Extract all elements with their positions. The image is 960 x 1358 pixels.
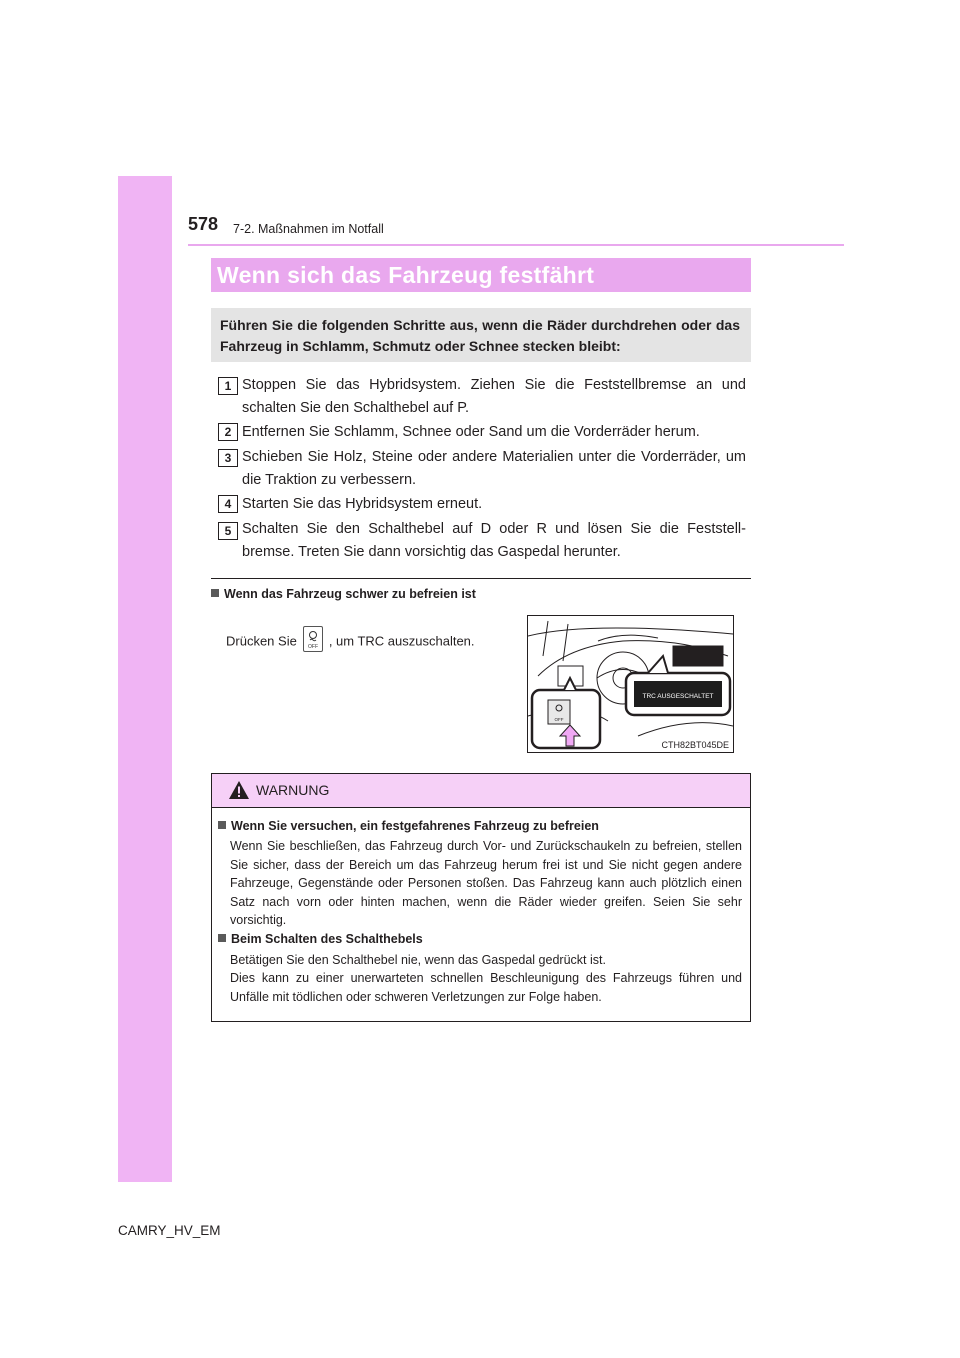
- step-text-2: Entfernen Sie Schlamm, Schnee oder Sand um die Vorderräder herum.: [242, 424, 700, 440]
- step-number-4: 4: [218, 495, 238, 513]
- dashboard-illustration: [527, 615, 734, 753]
- step-text-1: Stoppen Sie das Hybridsystem. Ziehen Sie die Feststellbremse an und schalten Sie den Schalthebel auf P.: [242, 377, 746, 416]
- illustration-code: CTH82BT045DE: [661, 740, 729, 750]
- warning-item-1-heading: [218, 819, 599, 833]
- illustration-off-label: OFF: [554, 717, 564, 722]
- section-title-bar: [211, 258, 751, 292]
- step-number-5: 5: [218, 522, 238, 540]
- warning-triangle-icon: [228, 780, 250, 805]
- warning-item-1-body: Wenn Sie beschließen, das Fahrzeug durch Vor- und Zurückschaukeln zu befreien, stellen Sie sicher, dass der Bereich um das Fahrzeug herum frei ist und Sie nicht gegen andere Fahrzeuge, Gegenstände oder Personen stoßen. Das Fahrzeug kann auch plötzlich einen Satz nach vorn oder hinten machen, wenn die Räder wieder greifen. Seien Sie sehr vorsichtig.: [230, 839, 742, 927]
- warning-item-1-heading-text: Wenn Sie versuchen, ein festgefahrenes Fahrzeug zu befreien: [231, 819, 599, 833]
- intro-text: Führen Sie die folgenden Schritte aus, wenn die Räder durchdrehen oder das Fahrzeug in Schlamm, Schmutz oder Schnee stecken bleibt:: [220, 317, 740, 354]
- square-bullet-icon: [211, 589, 219, 597]
- warning-header: [212, 774, 750, 808]
- chapter-title: 7-2. Maßnahmen im Notfall: [233, 222, 384, 236]
- section-title: Wenn sich das Fahrzeug festfährt: [217, 262, 595, 288]
- step-number-1: 1: [218, 377, 238, 395]
- press-text-after: , um TRC auszuschalten.: [328, 633, 475, 649]
- warning-box: [211, 773, 751, 1022]
- trc-button-label: OFF: [307, 644, 318, 650]
- warning-item-2-body-1: Betätigen Sie den Schalthebel nie, wenn das Gaspedal gedrückt ist.: [230, 953, 606, 967]
- step-text-3: Schieben Sie Holz, Steine oder andere Materialien unter die Vorderräder, um die Traktion zu verbessern.: [242, 449, 746, 488]
- footer-model-code: CAMRY_HV_EM: [118, 1223, 221, 1238]
- warning-title: WARNUNG: [256, 782, 330, 798]
- step-text-4: Starten Sie das Hybridsystem erneut.: [242, 496, 483, 512]
- subsection-heading-text: Wenn das Fahrzeug schwer zu befreien ist: [224, 587, 476, 601]
- trc-off-button-icon: [303, 626, 323, 652]
- warning-item-2-body-2: Dies kann zu einer unerwarteten schnellen Beschleunigung des Fahrzeugs führen und Unfälle mit tödlichen oder schweren Verletzungen zur Folge haben.: [230, 971, 742, 1004]
- subsection-heading: [211, 587, 476, 601]
- trc-instruction: [226, 629, 475, 655]
- intro-box: [211, 308, 751, 362]
- warning-item-2-heading-text: Beim Schalten des Schalthebels: [231, 932, 423, 946]
- square-bullet-icon: [218, 934, 226, 942]
- warning-item-2-heading: [218, 932, 423, 946]
- step-number-3: 3: [218, 449, 238, 467]
- trc-display-message: TRC AUSGESCHALTET: [642, 693, 714, 700]
- dashboard-drawing: [528, 616, 733, 752]
- page-number: 578: [188, 214, 219, 234]
- section-divider: [211, 578, 751, 579]
- step-text-5: Schalten Sie den Schalthebel auf D oder R und lösen Sie die Feststell-bremse. Treten Sie dann vorsichtig das Gaspedal herunter.: [242, 521, 746, 560]
- step-number-2: 2: [218, 423, 238, 441]
- header-divider: [188, 244, 844, 246]
- press-text-before: Drücken Sie: [226, 633, 297, 649]
- chapter-sidebar-tab: [118, 176, 172, 1182]
- square-bullet-icon: [218, 821, 226, 829]
